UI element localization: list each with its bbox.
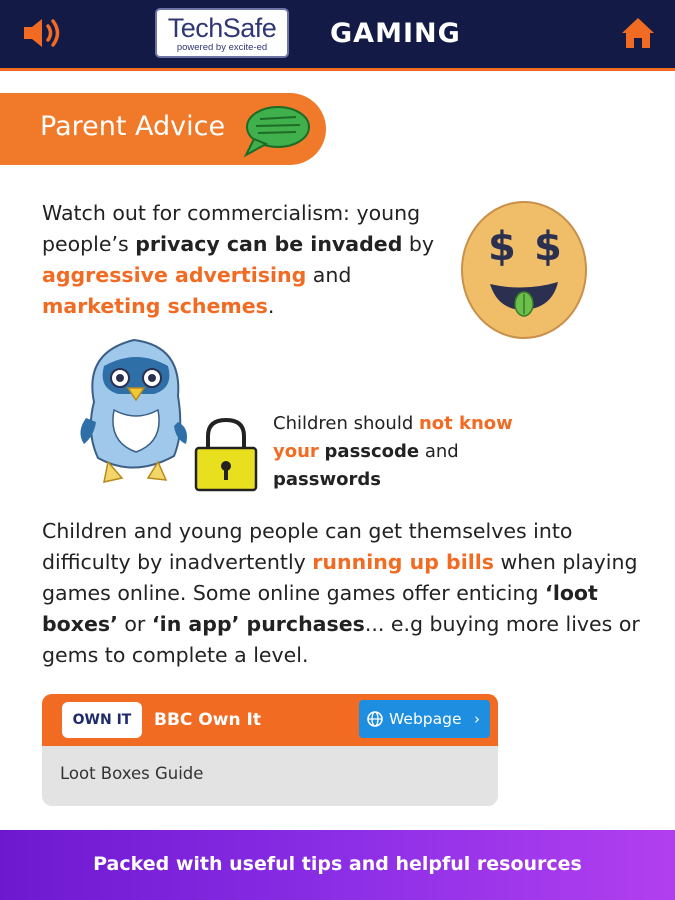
resource-description[interactable]: Loot Boxes Guide [60,764,204,783]
logo-title: TechSafe [167,13,277,43]
resource-card-header [42,694,498,746]
footer-banner [0,830,675,900]
svg-text:$: $ [534,224,562,270]
techsafe-logo [155,8,289,58]
highlight-text: passcode [324,441,420,462]
highlight-text: privacy can be invaded [135,232,403,256]
money-face-drawing [460,200,590,340]
parent-advice-banner [0,93,326,165]
highlight-text: running up bills [312,550,494,574]
webpage-button-label: Webpage [389,710,462,728]
highlight-text: ‘in app’ purchases [151,612,365,636]
section-title-part: ING [402,18,461,49]
passcode-note [273,410,533,494]
highlight-text: passwords [273,469,381,490]
text-run: . [267,294,275,318]
text-run: and [306,263,352,287]
logo-subtitle: powered by excite-ed [176,42,268,53]
highlight-text: marketing schemes [42,294,268,318]
highlight-text: not know your [273,413,513,462]
chevron-right-icon: › [474,710,480,728]
svg-text:$: $ [488,224,516,270]
highlight-text: ‘loot boxes’ [42,581,598,636]
commercialism-paragraph [42,198,462,322]
text-run: Children and young people can get themselves into difficulty by inadvertently [42,519,573,574]
in-app-purchases-paragraph [42,516,642,671]
section-title [330,18,461,50]
text-run: and [419,441,459,462]
banner-title: Parent Advice [40,111,226,142]
text-run: Children should [273,413,419,434]
section-title-part: GA [330,18,376,49]
penguin-drawing [74,332,196,492]
own-it-logo: OWN IT [62,702,142,738]
header-divider [0,68,675,71]
text-run: ... e.g buying more lives or gems to complete a level. [42,612,640,667]
webpage-button[interactable] [359,700,490,738]
padlock-drawing [190,414,262,494]
text-run: by [402,232,435,256]
speaker-icon[interactable] [20,14,66,52]
globe-icon [367,711,383,727]
text-run: or [117,612,152,636]
resource-title: BBC Own It [154,710,261,730]
chat-bubble-icon [240,101,312,159]
text-run: when playing games online. Some online games offer enticing [42,550,638,605]
home-icon[interactable] [620,16,656,50]
section-title-part: M [375,18,403,49]
resource-card [42,694,498,806]
text-run: Watch out for commercialism: young people’s [42,201,421,256]
footer-text: Packed with useful tips and helpful resources [93,853,582,875]
highlight-text: aggressive advertising [42,263,307,287]
